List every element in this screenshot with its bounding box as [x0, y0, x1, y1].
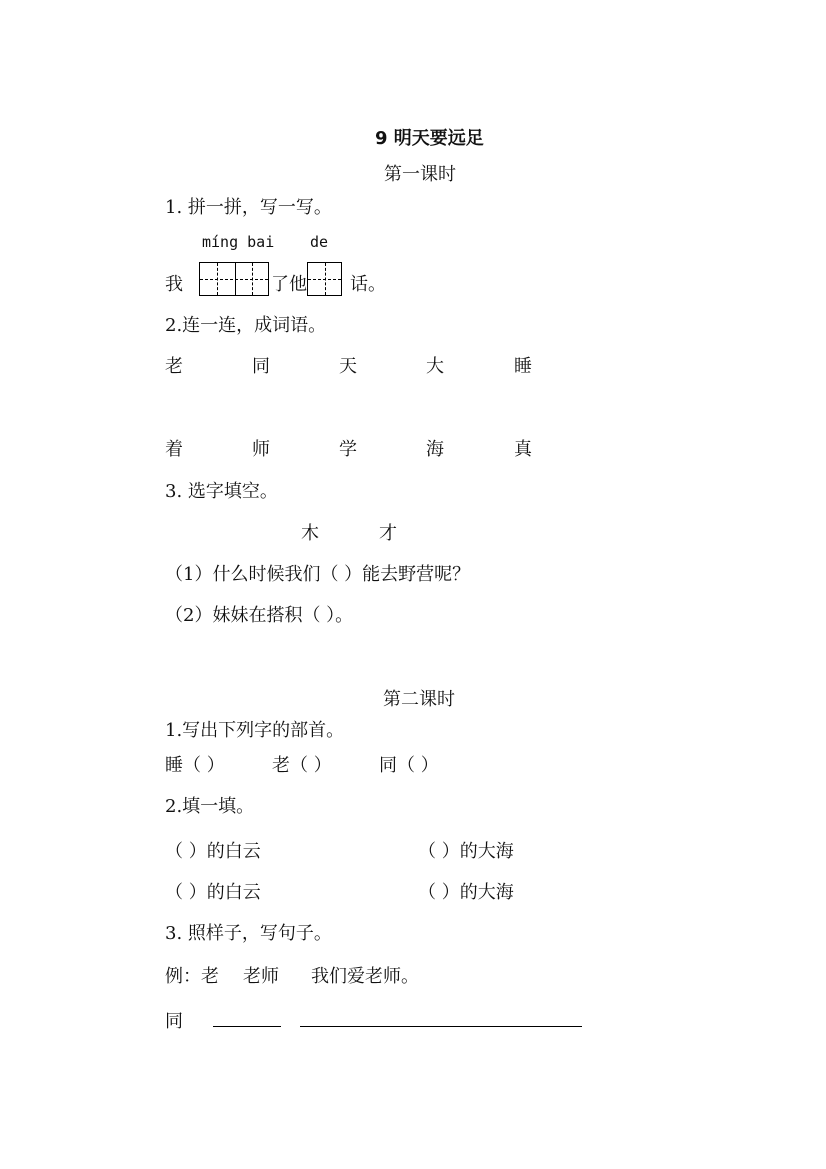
l2-q3-label: 3. 照样子，写句子。	[165, 923, 332, 944]
match-bottom-char[interactable]: 真	[514, 439, 532, 460]
l2-q2-label: 2.填一填。	[165, 796, 255, 817]
choice-char: 木	[301, 523, 319, 544]
q1-sentence-mid: 了他	[271, 274, 307, 295]
q2-label: 2.连一连，成词语。	[165, 315, 327, 336]
q1-sentence-end: 话。	[350, 274, 386, 295]
match-top-char[interactable]: 老	[165, 356, 183, 377]
match-bottom-char[interactable]: 师	[252, 439, 270, 460]
fill-blank-item[interactable]: （ ）的白云	[165, 882, 261, 903]
q1-label: 1. 拼一拼，写一写。	[165, 197, 332, 218]
q3-sentence-2[interactable]: （2）妹妹在搭积（ ）。	[165, 605, 354, 626]
match-top-char[interactable]: 同	[252, 356, 270, 377]
q3-sentence-1[interactable]: （1）什么时候我们（ ）能去野营呢？	[165, 564, 471, 585]
match-top-char[interactable]: 睡	[514, 356, 532, 377]
grid-guide-vertical	[252, 263, 253, 295]
choice-char: 才	[379, 523, 397, 544]
grid-guide-vertical	[325, 263, 326, 295]
grid-guide-vertical	[217, 263, 218, 295]
example-label: 例：老	[165, 966, 219, 987]
writing-grid-1char[interactable]	[307, 262, 342, 296]
match-bottom-char[interactable]: 海	[426, 439, 444, 460]
match-top-char[interactable]: 大	[426, 356, 444, 377]
prompt-char: 同	[165, 1011, 183, 1032]
radical-item[interactable]: 老（ ）	[272, 755, 332, 776]
q3-label: 3. 选字填空。	[165, 481, 278, 502]
match-bottom-char[interactable]: 学	[339, 439, 357, 460]
page-title: 9 明天要远足	[375, 128, 484, 149]
q1-pinyin-2: de	[310, 233, 329, 251]
word-answer-line[interactable]	[213, 1026, 281, 1027]
l2-q1-label: 1.写出下列字的部首。	[165, 720, 345, 741]
writing-grid-2char[interactable]	[199, 262, 269, 296]
lesson1-heading: 第一课时	[384, 164, 456, 185]
fill-blank-item[interactable]: （ ）的大海	[418, 841, 514, 862]
q1-sentence-start: 我	[165, 274, 183, 295]
example-word: 老师	[243, 966, 279, 987]
grid-guide-horizontal	[200, 279, 268, 280]
example-sentence: 我们爱老师。	[311, 966, 419, 987]
lesson2-heading: 第二课时	[383, 689, 455, 710]
fill-blank-item[interactable]: （ ）的白云	[165, 841, 261, 862]
sentence-answer-line[interactable]	[300, 1026, 582, 1027]
radical-item[interactable]: 睡（ ）	[165, 755, 225, 776]
match-bottom-char[interactable]: 着	[165, 439, 183, 460]
fill-blank-item[interactable]: （ ）的大海	[418, 882, 514, 903]
q1-pinyin-1: míng bai	[202, 233, 275, 251]
match-top-char[interactable]: 天	[339, 356, 357, 377]
radical-item[interactable]: 同（ ）	[379, 755, 439, 776]
